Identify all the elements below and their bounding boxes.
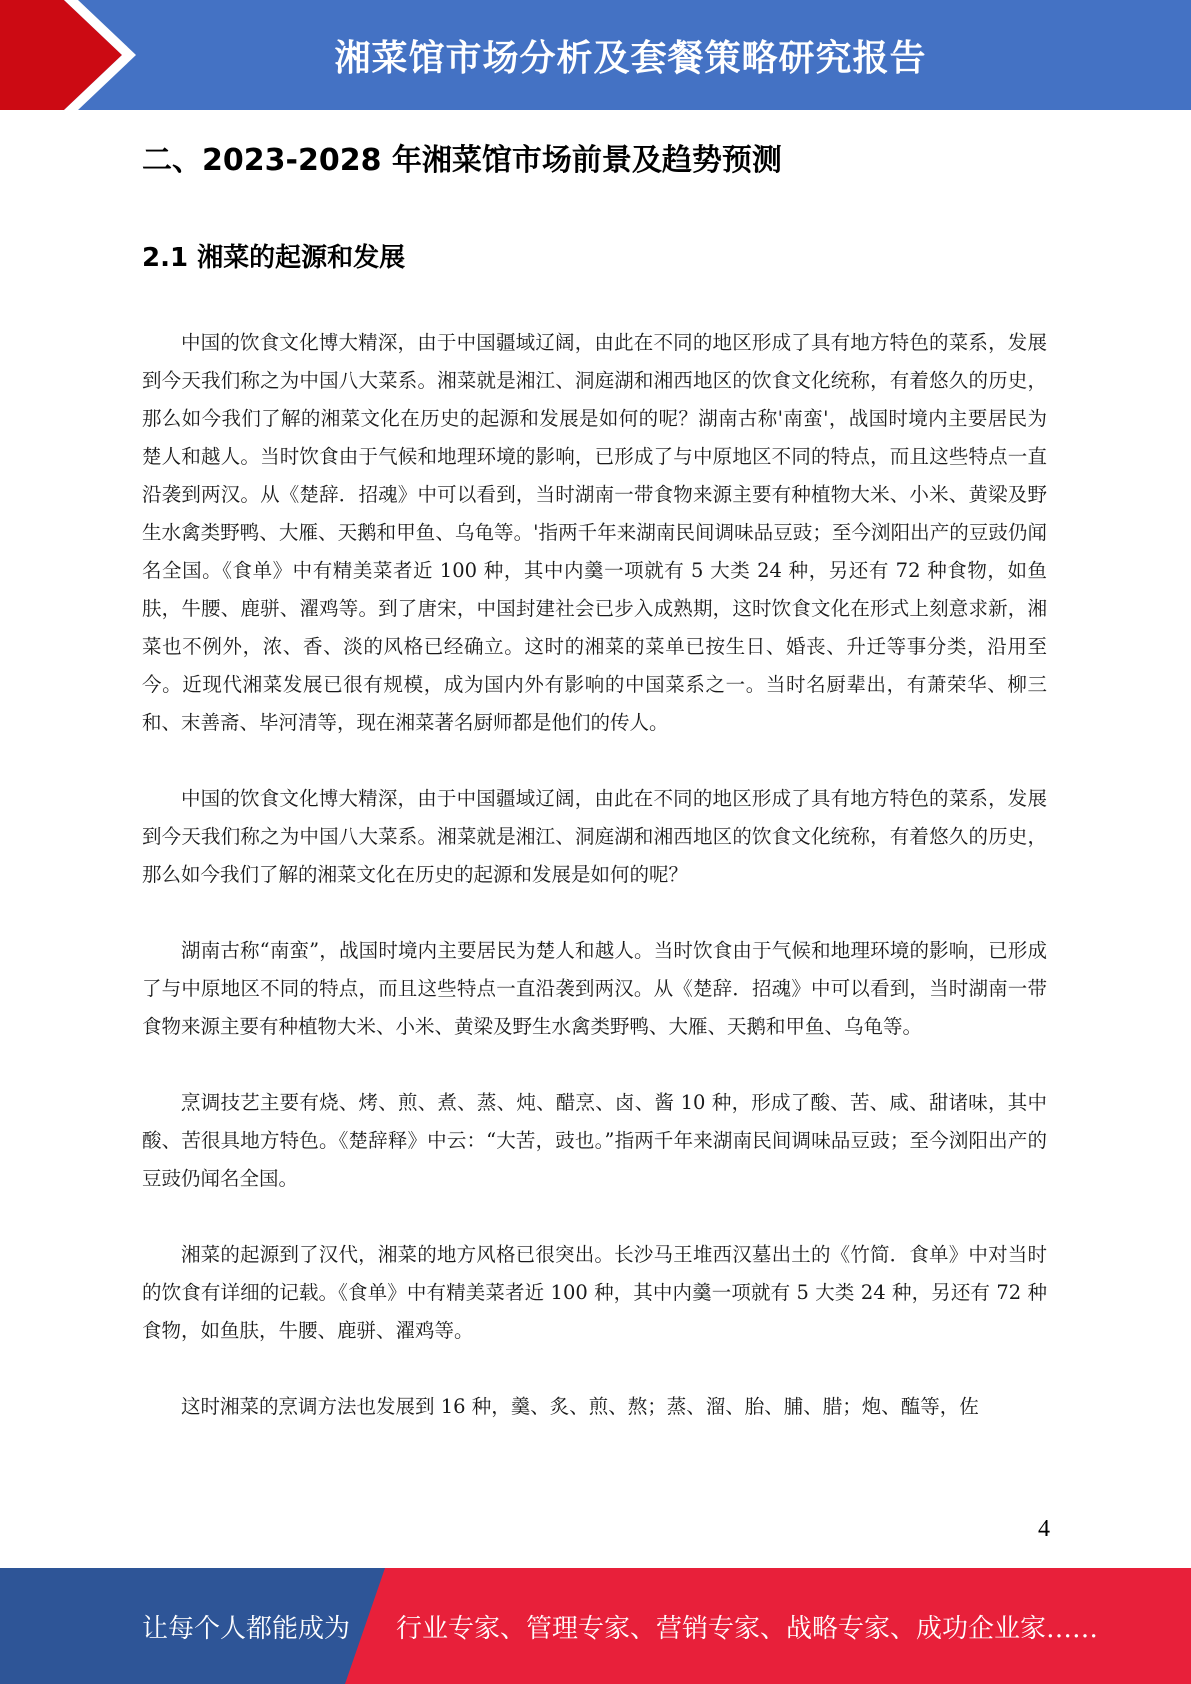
paragraph: 中国的饮食文化博大精深，由于中国疆域辽阔，由此在不同的地区形成了具有地方特色的菜系，发展到今天我们称之为中国八大菜系。湘菜就是湘江、洞庭湖和湘西地区的饮食文化统称，有着悠久的历史，那么如今我们了解的湘菜文化在历史的起源和发展是如何的呢？ <box>142 787 1047 886</box>
header-chevron-decoration <box>0 0 160 110</box>
footer-slogan-left: 让每个人都能成为 <box>142 1613 351 1644</box>
header-band <box>0 0 1191 110</box>
page-number: 4 <box>1038 1516 1050 1542</box>
footer-band <box>0 1568 1191 1684</box>
section-heading: 二、2023-2028 年湘菜馆市场前景及趋势预测 <box>142 143 782 178</box>
footer-slogan-right: 行业专家、管理专家、营销专家、战略专家、成功企业家…… <box>396 1613 1099 1644</box>
paragraph: 烹调技艺主要有烧、烤、煎、煮、蒸、炖、醋烹、卤、酱 10 种，形成了酸、苦、咸、甜诸味，其中酸、苦很具地方特色。《楚辞释》中云：“大苦，豉也。”指两千年来湖南民间调味品豆豉；至今浏阳出产的豆豉仍闻名全国。 <box>142 1091 1047 1190</box>
paragraph: 中国的饮食文化博大精深，由于中国疆域辽阔，由此在不同的地区形成了具有地方特色的菜系，发展到今天我们称之为中国八大菜系。湘菜就是湘江、洞庭湖和湘西地区的饮食文化统称，有着悠久的历史，那么如今我们了解的湘菜文化在历史的起源和发展是如何的呢？湖南古称'南蛮'，战国时境内主要居民为楚人和越人。当时饮食由于气候和地理环境的影响，已形成了与中原地区不同的特点，而且这些特点一直沿袭到两汉。从《楚辞．招魂》中可以看到，当时湖南一带食物来源主要有种植物大米、小米、黄梁及野生水禽类野鸭、大雁、天鹅和甲鱼、乌龟等。'指两千年来湖南民间调味品豆豉；至今浏阳出产的豆豉仍闻名全国。《食单》中有精美菜者近 100 种，其中内羹一项就有 5 大类 24 种，另还有 72 种食物，如鱼肤，牛腰、鹿骈、濯鸡等。到了唐宋，中国封建社会已步入成熟期，这时饮食文化在形式上刻意求新，湘菜也不例外，浓、香、淡的风格已经确立。这时的湘菜的菜单已按生日、婚丧、升迁等事分类，沿用至今。近现代湘菜发展已很有规模，成为国内外有影响的中国菜系之一。当时名厨辈出，有萧荣华、柳三和、末善斋、毕河清等，现在湘菜著名厨师都是他们的传人。 <box>142 331 1047 734</box>
page-content <box>142 140 1047 1464</box>
report-title: 湘菜馆市场分析及套餐策略研究报告 <box>334 37 927 79</box>
paragraph: 这时湘菜的烹调方法也发展到 16 种，羹、炙、煎、熬；蒸、溜、胎、脯、腊；炮、醢等，佐 <box>181 1395 979 1418</box>
subsection-heading: 2.1 湘菜的起源和发展 <box>142 243 406 273</box>
body-text <box>142 324 1047 1426</box>
paragraph: 湖南古称“南蛮”，战国时境内主要居民为楚人和越人。当时饮食由于气候和地理环境的影响，已形成了与中原地区不同的特点，而且这些特点一直沿袭到两汉。从《楚辞．招魂》中可以看到，当时湖南一带食物来源主要有种植物大米、小米、黄梁及野生水禽类野鸭、大雁、天鹅和甲鱼、乌龟等。 <box>142 939 1047 1038</box>
paragraph: 湘菜的起源到了汉代，湘菜的地方风格已很突出。长沙马王堆西汉墓出土的《竹简．食单》中对当时的饮食有详细的记载。《食单》中有精美菜者近 100 种，其中内羹一项就有 5 大类 24 种，另还有 72 种食物，如鱼肤，牛腰、鹿骈、濯鸡等。 <box>142 1243 1047 1342</box>
